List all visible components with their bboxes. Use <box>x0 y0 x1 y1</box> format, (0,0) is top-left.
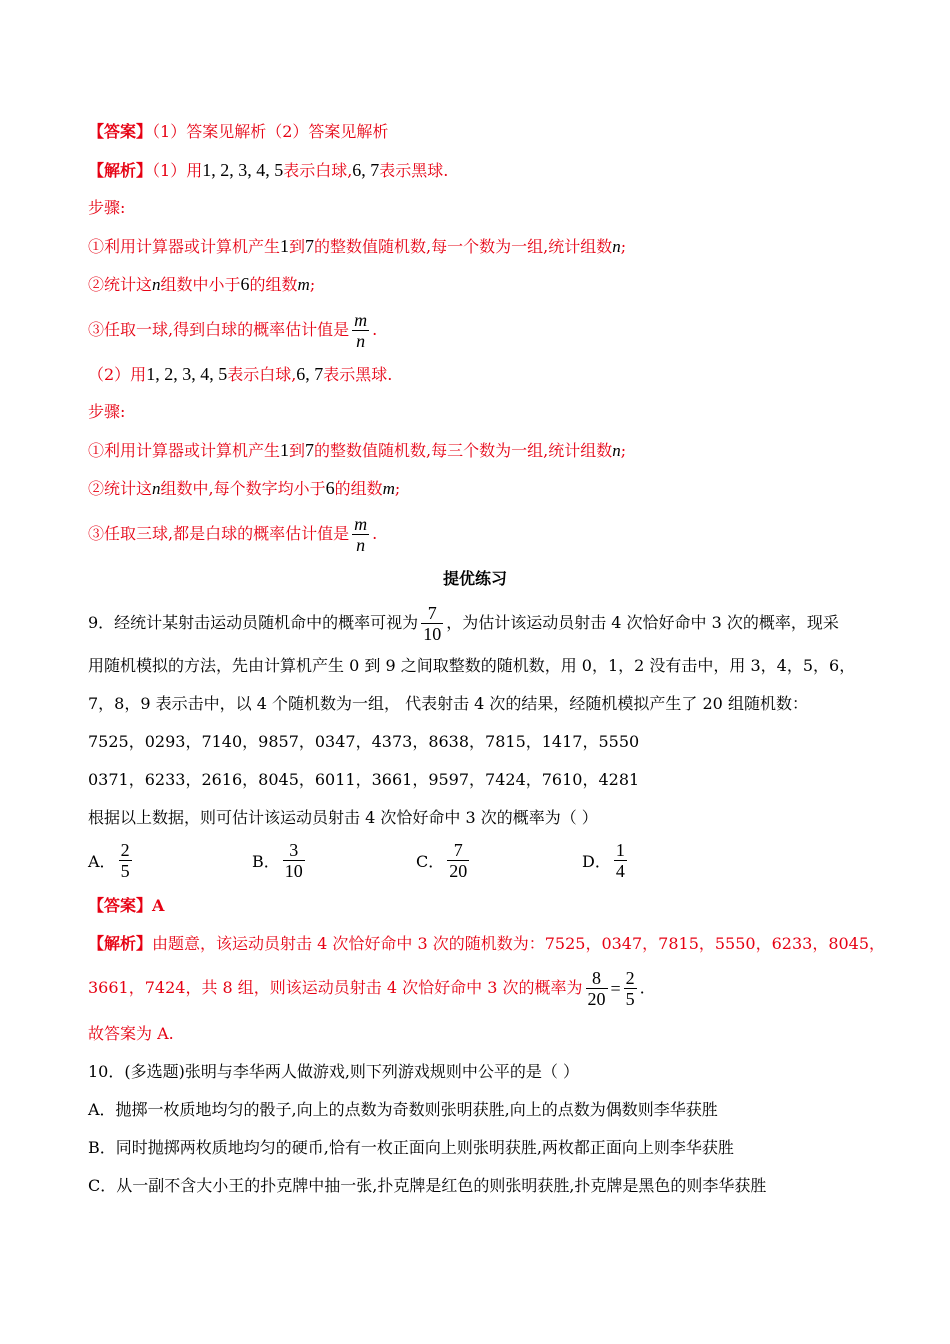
analysis-text: 表示白球, <box>227 365 297 384</box>
step-text: 到 <box>289 441 306 460</box>
math-number: 6 <box>240 274 250 294</box>
q10-stem: 10．(多选题)张明与李华两人做游戏,则下列游戏规则中公平的是（ ） <box>88 1062 580 1081</box>
option-label: D． <box>582 852 611 871</box>
q10-option-c[interactable]: C．从一副不含大小王的扑克牌中抽一张,扑克牌是红色的则张明获胜,扑克牌是黑色的则李华获胜 <box>88 1176 767 1195</box>
q9-question: 根据以上数据，则可估计该运动员射击 4 次恰好命中 3 次的概率为（ ） <box>88 808 598 827</box>
step-text: 组数中,每个数字均小于 <box>160 479 326 498</box>
section-title: 提优练习 <box>442 569 507 588</box>
fraction-numerator: m <box>354 514 368 534</box>
math-white-numbers: 1, 2, 3, 4, 5 <box>202 160 284 180</box>
analysis-text: 表示黑球. <box>323 365 393 384</box>
q9-stem-line-3: 7，8，9 表示击中，以 4 个随机数为一组， 代表射击 4 次的结果，经随机模拟产生了 20 组随机数： <box>88 694 808 713</box>
fraction-numerator: 3 <box>283 840 305 861</box>
analysis-tag: 【解析】 <box>88 934 153 953</box>
fraction-denominator: n <box>356 331 366 351</box>
fraction-denominator: 20 <box>587 989 606 1009</box>
step-text: ②统计这 <box>88 275 153 294</box>
fraction-m-over-n <box>352 310 369 351</box>
fraction-m-over-n <box>352 514 369 555</box>
math-variable: n <box>152 479 161 498</box>
answer-tag: 【答案】 <box>88 896 153 915</box>
fraction-numerator: m <box>354 310 368 330</box>
q9-option-b[interactable] <box>252 840 308 881</box>
step-text: ①利用计算器或计算机产生 <box>88 441 281 460</box>
analysis-text: 表示黑球. <box>379 161 449 180</box>
q9-analysis-line-1 <box>88 934 885 954</box>
q9-option-a[interactable] <box>88 840 135 881</box>
q9-answer <box>88 896 164 916</box>
step-text: . <box>372 320 378 339</box>
option-fraction <box>614 840 627 881</box>
fraction-numerator: 2 <box>625 968 635 988</box>
math-number: 7 <box>305 236 315 256</box>
step-text: ②统计这 <box>88 479 153 498</box>
step-1-2 <box>88 274 315 295</box>
fraction-denominator: 4 <box>615 861 625 881</box>
q9-stem-line-2: 用随机模拟的方法，先由计算机产生 0 到 9 之间取整数的随机数，用 0，1，2 没有击中，用 3，4，5，6， <box>88 656 856 675</box>
option-fraction <box>283 840 305 881</box>
analysis-text: 3661，7424，共 8 组，则该运动员射击 4 次恰好命中 3 次的概率为 <box>88 978 583 997</box>
q9-text: ，为估计该运动员射击 4 次恰好命中 3 次的概率，现采 <box>446 613 839 632</box>
analysis-line-1 <box>88 160 448 181</box>
answer-text: （1）答案见解析（2）答案见解析 <box>152 122 389 141</box>
step-text: ③任取一球,得到白球的概率估计值是 <box>88 320 350 339</box>
math-number: 1 <box>280 440 290 460</box>
step-text: 组数中小于 <box>160 275 241 294</box>
answer-line-1 <box>88 122 388 142</box>
analysis-text: . <box>639 978 645 998</box>
q10-option-b[interactable]: B．同时抛掷两枚质地均匀的硬币,恰有一枚正面向上则张明获胜,两枚都正面向上则李华获胜 <box>88 1138 734 1157</box>
answer-text: A <box>152 896 165 915</box>
equals-sign: = <box>610 978 621 999</box>
step-text: ③任取三球,都是白球的概率估计值是 <box>88 524 350 543</box>
fraction-8-over-20 <box>586 968 608 1009</box>
step-1-1 <box>88 236 626 257</box>
option-fraction <box>447 840 469 881</box>
math-variable: n <box>612 237 621 256</box>
step-text: 的组数 <box>334 479 383 498</box>
step-text: . <box>372 524 378 543</box>
math-number: 7 <box>305 440 315 460</box>
step-2-1 <box>88 440 626 461</box>
step-text: 的整数值随机数,每三个数为一组,统计组数 <box>314 441 613 460</box>
math-black-numbers: 6, 7 <box>352 160 380 180</box>
step-text: ①利用计算器或计算机产生 <box>88 237 281 256</box>
q9-text: 9．经统计某射击运动员随机命中的概率可视为 <box>88 613 419 632</box>
q10-option-a[interactable]: A．抛掷一枚质地均匀的骰子,向上的点数为奇数则张明获胜,向上的点数为偶数则李华获胜 <box>88 1100 718 1119</box>
fraction-denominator: 5 <box>120 861 130 881</box>
q9-option-d[interactable] <box>582 840 630 881</box>
math-variable: n <box>612 441 621 460</box>
fraction-numerator: 7 <box>447 840 469 861</box>
fraction-denominator: 5 <box>625 989 635 1009</box>
step-text: 的组数 <box>249 275 298 294</box>
fraction-numerator: 8 <box>586 968 608 989</box>
fraction-7-over-10 <box>421 603 443 644</box>
analysis-text: （2）用 <box>88 365 147 384</box>
math-variable: m <box>297 275 310 294</box>
option-label: A． <box>88 852 116 871</box>
q9-option-c[interactable] <box>416 840 472 881</box>
step-2-3 <box>88 514 377 555</box>
math-variable: m <box>382 479 395 498</box>
q9-stem-line-1 <box>88 603 839 644</box>
math-white-numbers: 1, 2, 3, 4, 5 <box>146 364 228 384</box>
fraction-denominator: n <box>356 535 366 555</box>
q9-analysis-line-2 <box>88 968 645 1009</box>
step-text: ; <box>309 275 316 294</box>
math-number: 6 <box>325 478 335 498</box>
fraction-numerator: 7 <box>421 603 443 624</box>
fraction-numerator: 1 <box>615 840 625 860</box>
q9-conclusion: 故答案为 A. <box>88 1024 174 1043</box>
q9-data-line-1: 7525，0293，7140，9857，0347，4373，8638，7815，1417，5550 <box>88 732 640 751</box>
step-1-3 <box>88 310 377 351</box>
step-2-2 <box>88 478 400 499</box>
step-text: 到 <box>289 237 306 256</box>
fraction-denominator: 20 <box>449 861 468 881</box>
analysis-text: （1）用 <box>152 161 203 180</box>
fraction-numerator: 2 <box>120 840 130 860</box>
fraction-denominator: 10 <box>423 624 442 644</box>
math-black-numbers: 6, 7 <box>296 364 324 384</box>
analysis-text: 由题意，该运动员射击 4 次恰好命中 3 次的随机数为：7525，0347，7815，5550，6233，8045， <box>152 934 886 953</box>
analysis-tag: 【解析】 <box>88 161 153 180</box>
option-fraction <box>119 840 132 881</box>
fraction-2-over-5 <box>624 968 637 1009</box>
answer-tag: 【答案】 <box>88 122 153 141</box>
analysis-part-2 <box>88 364 392 385</box>
option-label: B． <box>252 852 280 871</box>
analysis-text: 表示白球, <box>283 161 353 180</box>
step-text: ; <box>620 441 627 460</box>
steps-label-2: 步骤: <box>88 402 126 421</box>
step-text: ; <box>394 479 401 498</box>
option-label: C． <box>416 852 445 871</box>
fraction-denominator: 10 <box>284 861 303 881</box>
step-text: 的整数值随机数,每一个数为一组,统计组数 <box>314 237 613 256</box>
math-variable: n <box>152 275 161 294</box>
steps-label-1: 步骤: <box>88 198 126 217</box>
math-number: 1 <box>280 236 290 256</box>
step-text: ; <box>620 237 627 256</box>
q9-data-line-2: 0371，6233，2616，8045，6011，3661，9597，7424，7610，4281 <box>88 770 640 789</box>
